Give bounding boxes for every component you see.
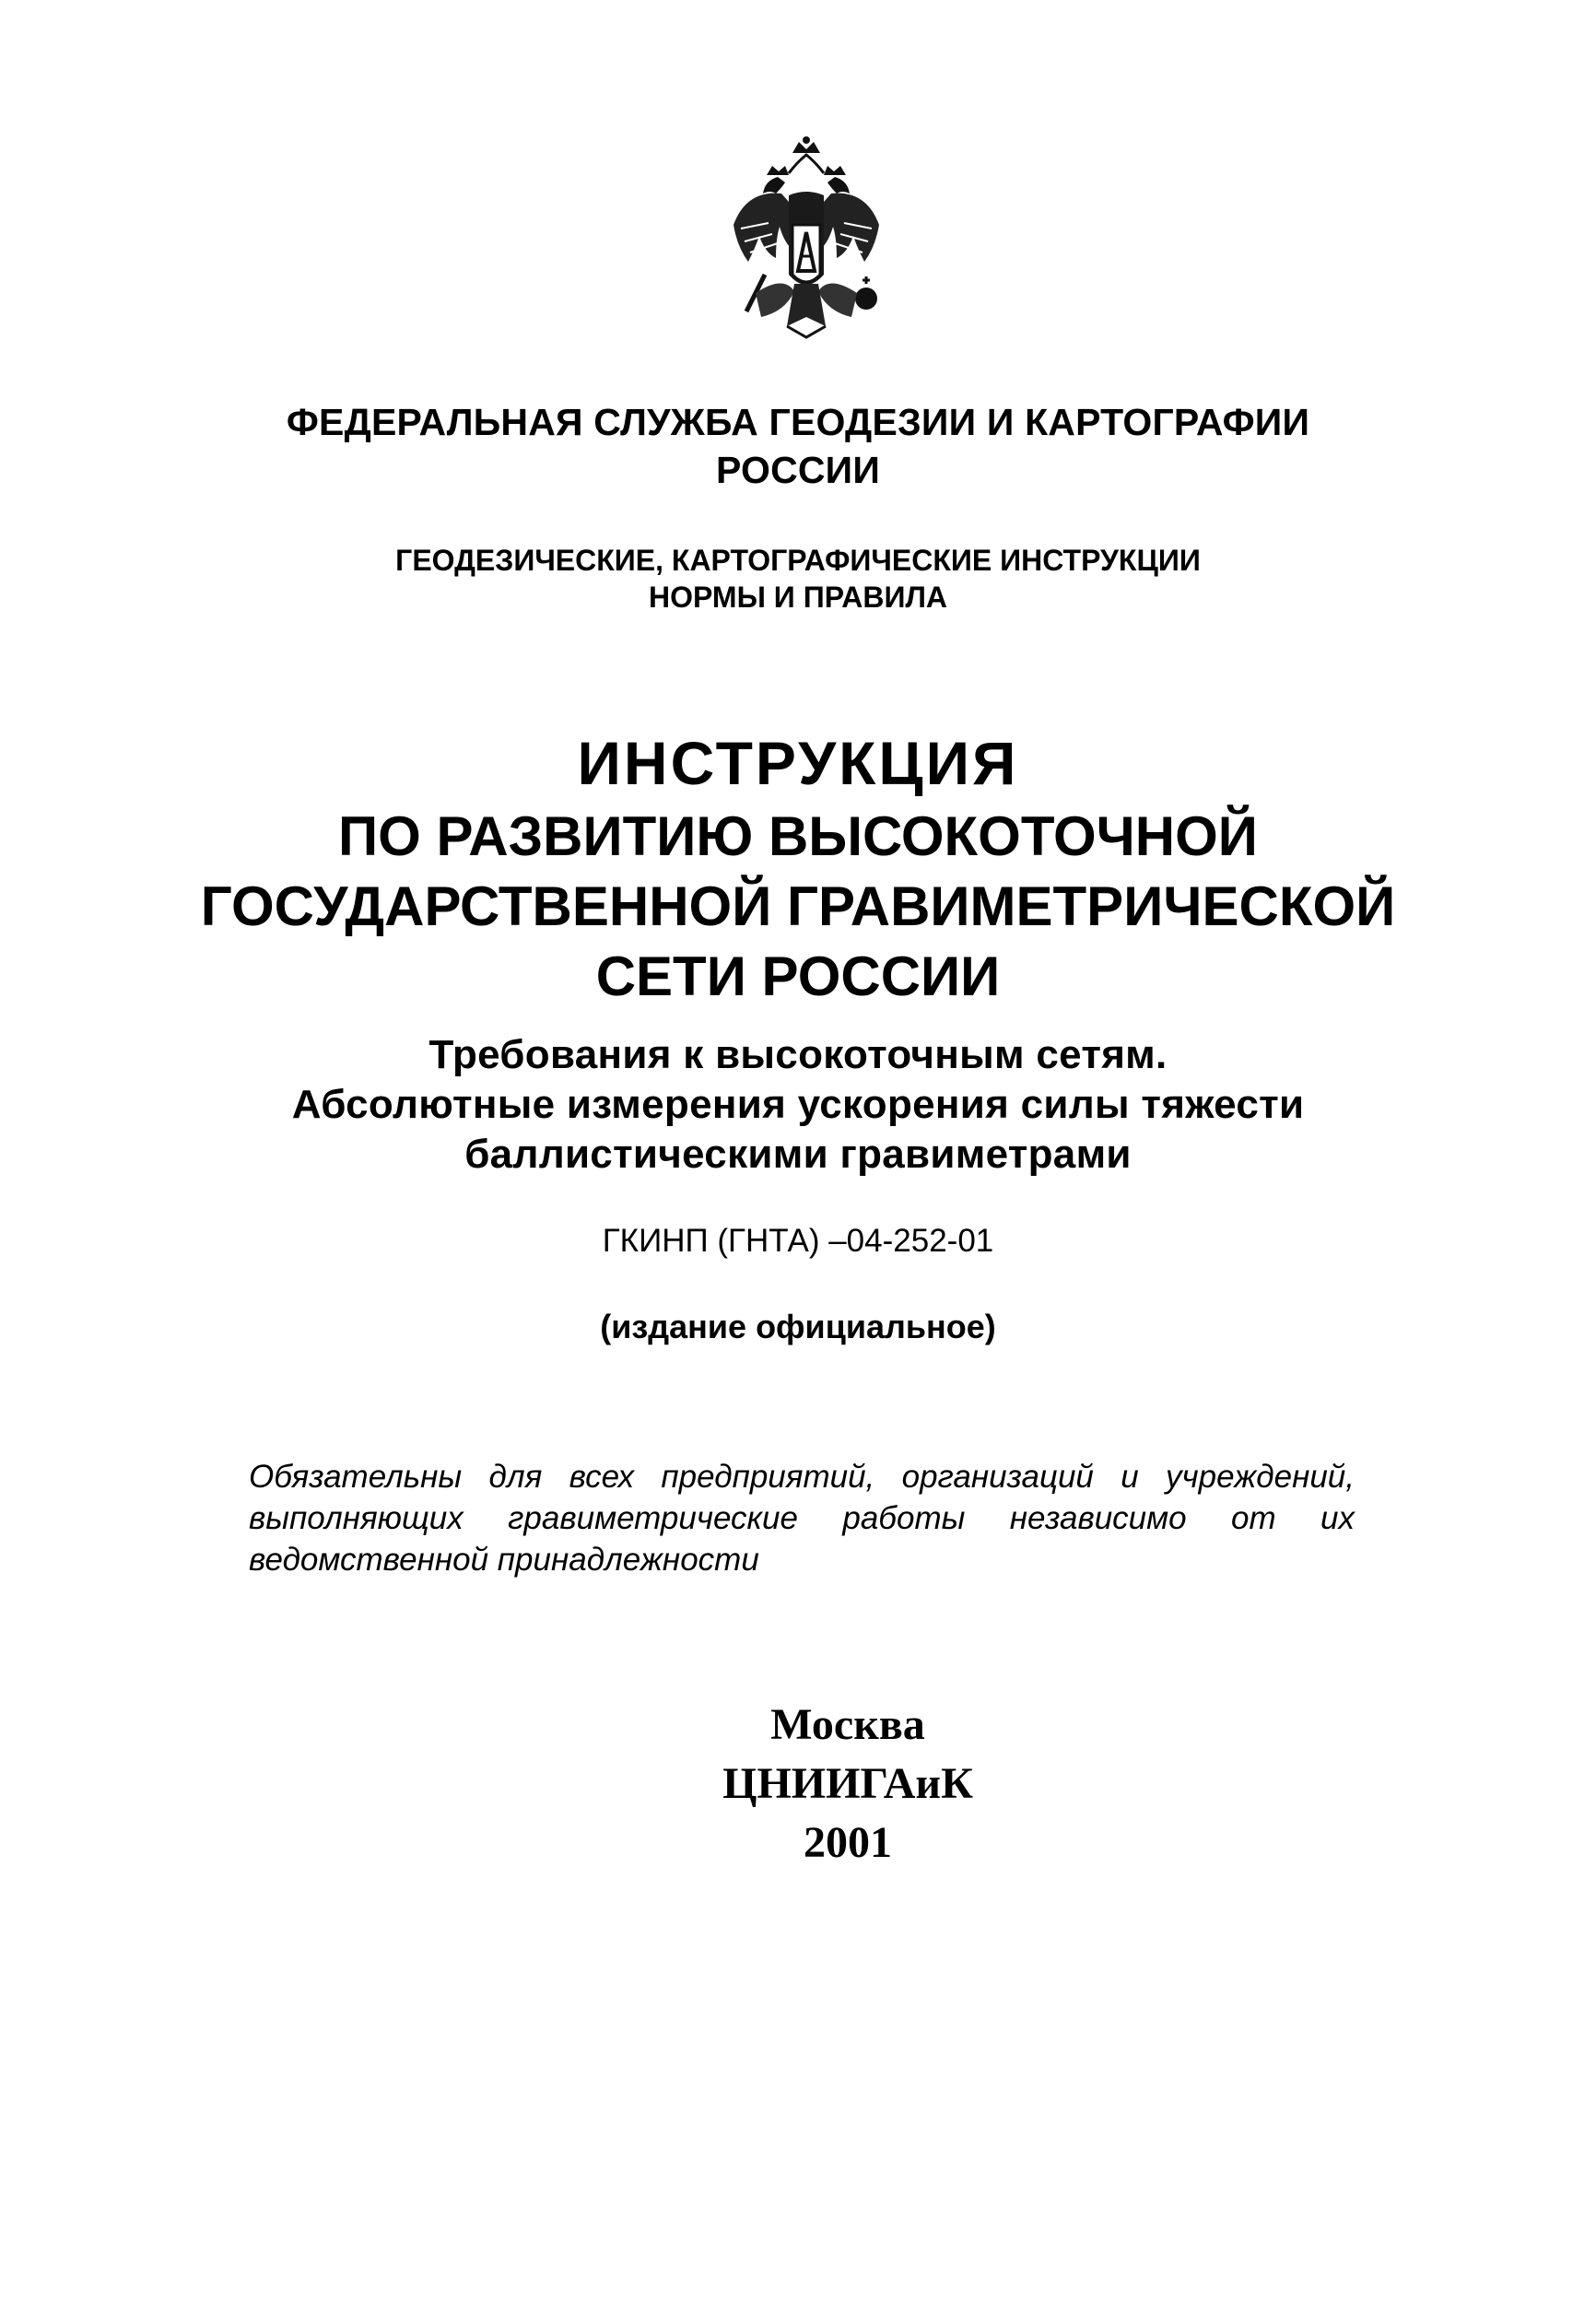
- document-subtitle-line: Абсолютные измерения ускорения силы тяжести: [291, 1082, 1305, 1127]
- document-title-line: ПО РАЗВИТИЮ ВЫСОКОТОЧНОЙ: [338, 805, 1258, 867]
- document-subtitle: [0, 1030, 1596, 1180]
- document-title: [0, 802, 1596, 1012]
- document-type: ИНСТРУКЦИЯ: [577, 729, 1019, 797]
- imprint-city: Москва: [770, 1700, 925, 1749]
- series-name: [0, 542, 1596, 616]
- imprint-year: 2001: [804, 1818, 892, 1867]
- agency-name-line: РОССИИ: [715, 449, 881, 491]
- document-code: ГКИНП (ГНТА) –04-252-01: [602, 1223, 994, 1259]
- imprint-publisher: ЦНИИГАиК: [722, 1759, 973, 1808]
- document-subtitle-line: Требования к высокоточным сетям.: [428, 1032, 1168, 1077]
- series-name-line: ГЕОДЕЗИЧЕСКИЕ, КАРТОГРАФИЧЕСКИЕ ИНСТРУКЦИИ: [395, 544, 1201, 577]
- russian-double-headed-eagle-emblem-icon: [728, 136, 885, 339]
- agency-name: [0, 398, 1596, 494]
- document-title-line: ГОСУДАРСТВЕННОЙ ГРАВИМЕТРИЧЕСКОЙ: [200, 875, 1396, 937]
- scope-statement: Обязательны для всех предприятий, организаций и учреждений, выполняющих гравиметрические работы независимо от их ведомственной принадлежности: [249, 1459, 1355, 1578]
- agency-name-line: ФЕДЕРАЛЬНАЯ СЛУЖБА ГЕОДЕЗИИ И КАРТОГРАФИИ: [286, 401, 1310, 443]
- document-subtitle-line: баллистическими гравиметрами: [464, 1132, 1132, 1177]
- imprint: [571, 1696, 1124, 1873]
- document-title-line: СЕТИ РОССИИ: [595, 945, 1001, 1007]
- series-name-line: НОРМЫ И ПРАВИЛА: [649, 581, 947, 614]
- edition-note: (издание официальное): [600, 1308, 996, 1345]
